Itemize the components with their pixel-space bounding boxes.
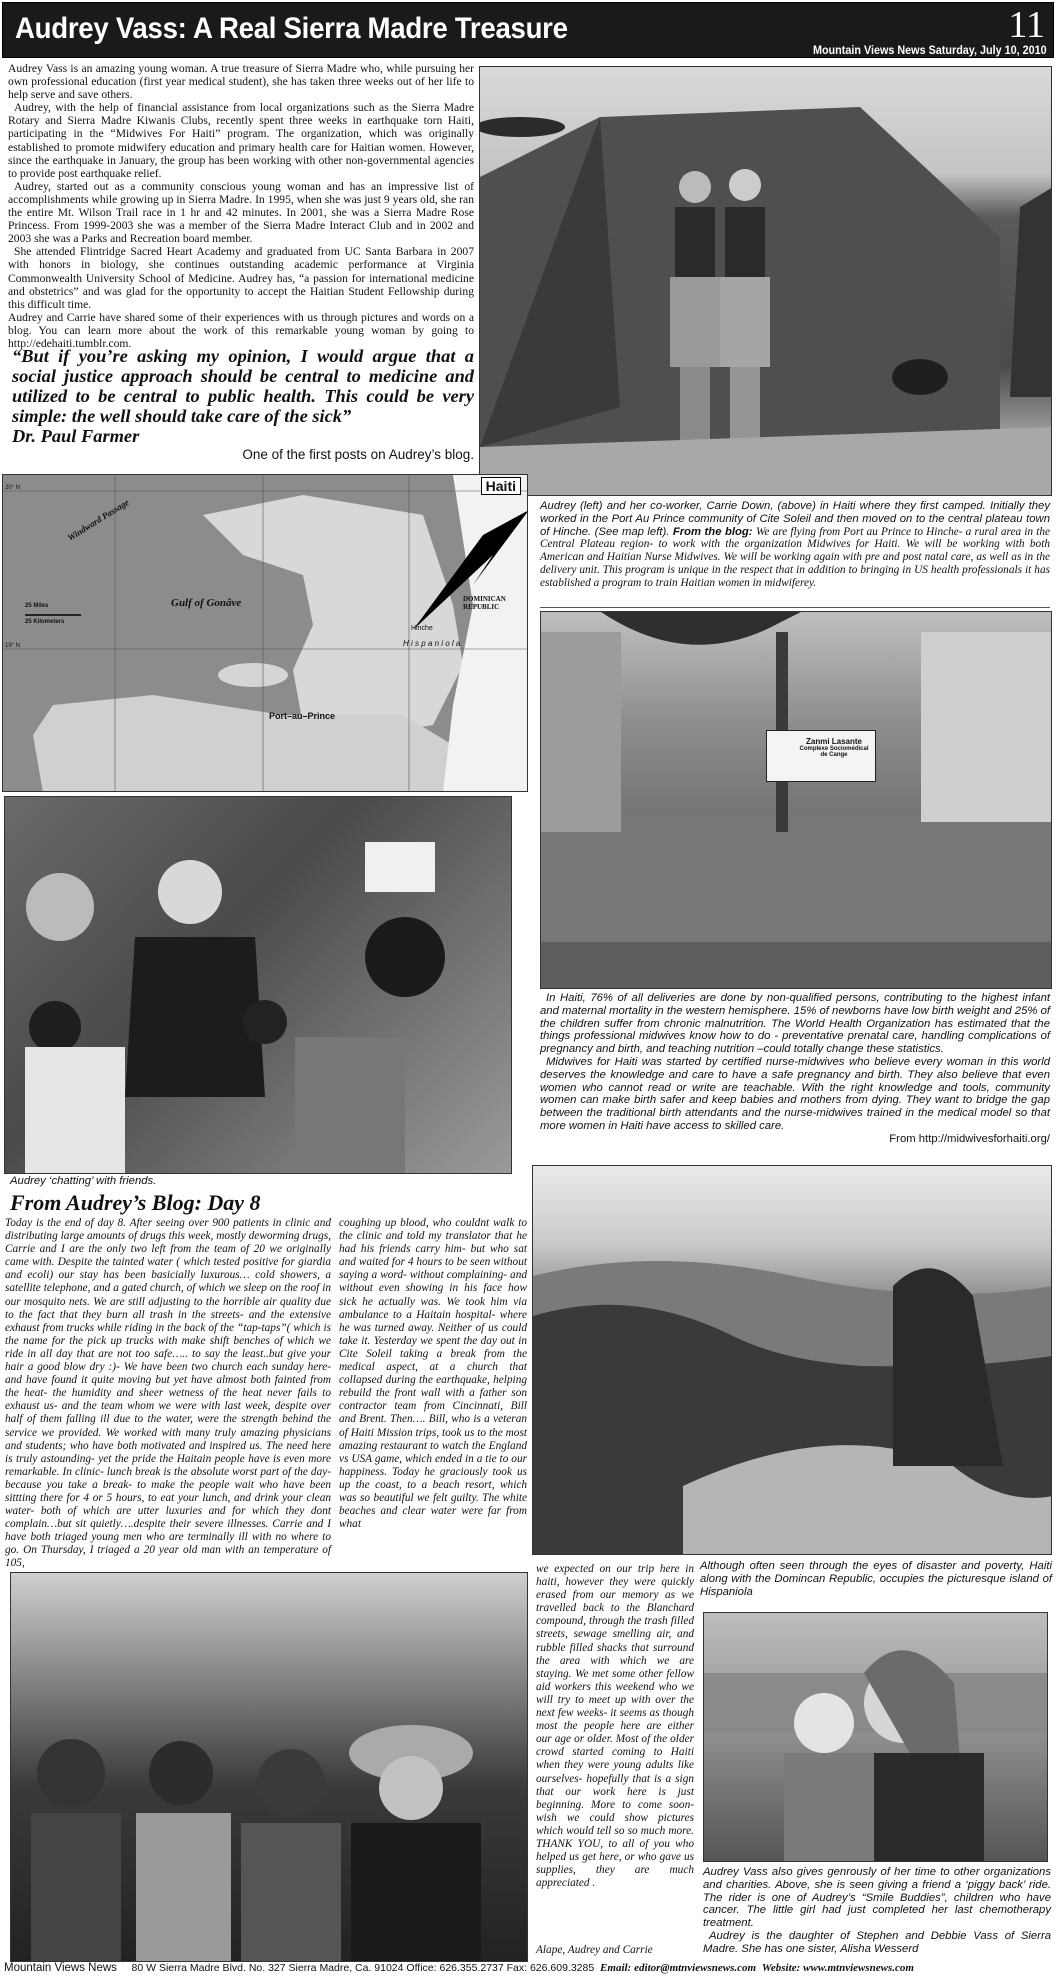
- tent-photo: [479, 66, 1052, 496]
- clinic-caption-source: From http://midwivesforhaiti.org/: [889, 1132, 1050, 1145]
- tent-caption-bold: From the blog:: [672, 525, 753, 538]
- blog-signoff: Alape, Audrey and Carrie: [536, 1944, 653, 1956]
- tent-caption: [540, 500, 1050, 590]
- footer-paper-name: Mountain Views News: [4, 1962, 117, 1974]
- clinic-photo: [540, 611, 1052, 989]
- quote-text: “But if you’re asking my opinion, I would argue that a social justice approach should be central to medicine and utilized to be central to public health. This could be very simple: the well should take care of the sick”: [12, 346, 474, 426]
- page-number: 11: [1008, 4, 1045, 46]
- clinic-caption: [540, 992, 1050, 1146]
- article-title: Audrey Vass: A Real Sierra Madre Treasure: [15, 12, 568, 45]
- footer: [0, 1962, 1056, 1980]
- blog-column-3: we expected on our trip here in haiti, however they were quickly erased from our memory as we travelled back to the Blanchard compound, through the trash filled streets, sewage smelling air, and rubble filled shacks that surround the area with which we are staying. We met some other fellow aid workers this weekend who we will try to meet up with over the next few weeks- it seems as though most the people here are either our age or older. Most of the older crowd started coming to Haiti when they were young adults like ourselves- hopefully that is a sign that our work here is just beginning. More to come soon- wish we could show pictures which would tell so so much more. THANK YOU, to all of you who helped us get here, or who gave us supplies, they are much appreciated .: [536, 1563, 694, 1890]
- dateline: Mountain Views News Saturday, July 10, 2010: [813, 43, 1047, 57]
- map-title: Haiti: [481, 477, 521, 495]
- clinic-sign-line: de Cange: [820, 752, 848, 758]
- footer-address: 80 W Sierra Madre Blvd. No. 327 Sierra Madre, Ca. 91024 Office: 626.355.2737 Fax: 626.609.3285: [131, 1962, 595, 1974]
- piggyback-photo-image: [704, 1613, 1048, 1862]
- intro-paragraph: Audrey Vass is an amazing young woman. A true treasure of Sierra Madre who, while pursuing her own professional education (first year medical student), she has taken three weeks out of her life to help serve and save others.: [8, 62, 474, 102]
- tent-photo-image: [480, 67, 1052, 496]
- piggyback-photo: [703, 1612, 1048, 1862]
- intro-paragraph: She attended Flintridge Sacred Heart Academy and graduated from UC Santa Barbara in 2007 with honors in biology, she continues outstanding academic performance at Virginia Commonwealth University School of Medicine. Audrey has, “a passion for international medicine and obstetrics” and was glad for the opportunity to accept the Haitian Student Fellowship during this difficult time.: [8, 245, 474, 311]
- intro-paragraph: Audrey and Carrie have shared some of their experiences with us through pictures and words on a blog. You can learn more about the work of this remarkable young woman by going to http://edehaiti.tumblr.com.: [8, 310, 474, 350]
- map-label-windward: Windward Passage: [65, 497, 131, 543]
- clinic-sign-line: Complexe Sociomédical: [799, 746, 869, 752]
- map-image: [3, 475, 528, 792]
- tent-caption-blog: We are flying from Port au Prince to Hinche- a rural area in the Central Plateau region- to work with the organization Midwives for Haiti. We will be working with both American and Haitian Nurse Midwives. We will be working again with pre and post natal care, as well as in the delivery unit. This program is unique in the respect that in addition to bringing in US health professionals it has established a program to train Haitian women in midwiferey.: [540, 525, 1051, 589]
- intro-paragraph: Audrey, started out as a community conscious young woman and has an impressive list of accomplishments while growing up in Sierra Madre. In 1995, when she was just 9 years old, she ran the entire Mt. Wilson Trail race in 1 hr and 42 minutes. In 2001, she was a Sierra Madre Rose Princess. From 1999-2003 she was a member of the Sierra Madre Interact Club and in 2002 and 2003 she was a Parks and Recreation board member.: [8, 179, 474, 246]
- clinic-photo-image: [541, 612, 1052, 989]
- landscape-photo: [532, 1165, 1052, 1555]
- intro-paragraph: Audrey, with the help of financial assistance from local organizations such as the Sierra Madre Rotary and Sierra Madre Kiwanis Clubs, recently spent three weeks in earthquake torn Haiti, participating in the “Midwives For Haiti” program. The organization, which was originally established to promote midwifery education and primary health care for Haitian women. However, since the earthquake in January, the group has been working with other non-governmental agencies to provide post earthquake relief.: [8, 101, 474, 180]
- piggyback-caption: [703, 1866, 1051, 1956]
- chatting-photo-image: [5, 797, 512, 1174]
- map-scale-km: 25 Kilometers: [25, 619, 65, 625]
- map-lat-20: 20° N: [5, 485, 21, 491]
- clinic-sign: [766, 730, 876, 782]
- haiti-map: [2, 474, 528, 792]
- intro-text: [8, 62, 474, 350]
- map-label-hinche: Hinche: [411, 625, 433, 632]
- pull-quote: [12, 346, 474, 446]
- quote-source: One of the first posts on Audrey’s blog.: [242, 447, 474, 462]
- masthead: [2, 2, 1054, 58]
- blog-column-1: Today is the end of day 8. After seeing over 900 patients in clinic and distributing large amounts of drugs this week, mostly deworming drugs, Carrie and I are the only two left from the team of 20 we originally came with. Despite the tainted water ( which tested positive for giardia and ecoli) our stay has been basicially luxurous… cold showers, a satellite telephone, and a gated church, of which we sleep on the roof in our mosquito nets. We are still adjusting to the horrible air quality due to the fact that they burn all trash in the streets- and the extensive exhaust from trucks while riding in the back of the “tap-taps”( which is the name for the pick up trucks with make shift benches of which we ride in all day that are not too safe….. to say the least..but give your hair a good blow dry :)- We have been two church each sunday here- and have found it quite moving but yet have almost both fainted from the heat- the humidity and sheer wetness of the heat never fails to exhaust us- and the team whom we were with last week, despite over half of them falling ill due to the water, were the strength behind the service we provided. We worked with many truly amazing physicians and students; who have both motivated and inspired us. The need here is truly astounding- yet the pride the Haitain people have is even more remarkable. In clinic- lunch break is the absolute worst part of the day- because you take a break- to make the people wait who have been sittting there for 4 or 5 hours, to eat your lunch, and drink your clean water- both of which are utter luxuries and for which they dont complain…but sit quietly….despite their severe illnesses. Carrie and I have both triaged young men who are terminally ill with no where to go. On Thursday, I triaged a 20 year old man with an temperature of 105,: [5, 1217, 331, 1570]
- landscape-caption: Although often seen through the eyes of disaster and poverty, Haiti along with the Domincan Republic, occupies the picturesque island of Hispaniola: [700, 1560, 1052, 1598]
- tent-caption-lead: Audrey (left) and her co-worker, Carrie Down, (above) in Haiti where they first camped. Initially they worked in the Port Au Prince community of Cite Soleil and then moved on to the central plateau town of Hinche. (See map left).: [540, 500, 1050, 538]
- footer-website[interactable]: www.mtnviewsnews.com: [803, 1962, 914, 1974]
- piggyback-caption-p2: Audrey is the daughter of Stephen and Debbie Vass of Sierra Madre. She has one sister, Alisha Wesserd: [703, 1929, 1051, 1955]
- map-lat-19: 19° N: [5, 643, 21, 649]
- blog-column-2: coughing up blood, who couldnt walk to the clinic and told my translator that he had his friends carry him- but who sat and waited for 4 hours to be seen without saying a word- without complaining- and without even showing in his face how sick he actually was. We took him via ambulance to a Haitain hospital- where he was turned away. Neither of us could take it. Yesterday we spent the day out in Cite Soleil taking a break from the medical aspect, at a church that collapsed during the earthquake, helping rebuild the front wall with a father son contractor team from Cincinnati, Bill and Brent. Then…. Bill, who is a veteran of Haiti Mission trips, took us to the most amazing restaurant to watch the England vs USA game, which ended in a tie to our happiness. Today he graciously took us up the coast, to a beach resort, which was so beautiful we felt guilty. The white beaches and clear water were far from what: [339, 1217, 527, 1531]
- map-label-port: Port–au–Prince: [269, 711, 336, 721]
- group-photo-image: [11, 1573, 528, 1962]
- map-scale-miles: 25 Miles: [25, 603, 49, 609]
- clinic-caption-p2: Midwives for Haiti was started by certified nurse-midwives who believe every woman in this world deserves the knowledge and care to have a safe pregnancy and birth. They also believe that even women who cannot read or write are teachable. With the right knowledge and tools, community women can make birth safer and keep babies and mothers from dying. They want to bridge the gap between the traditional birth attendants and the nurse-midwives trained in the medical model so that more women in Haiti have access to skilled care.: [540, 1055, 1050, 1132]
- divider: [540, 607, 1050, 608]
- map-label-gulf: Gulf of Gonâve: [171, 597, 242, 609]
- landscape-photo-image: [533, 1166, 1052, 1555]
- clinic-caption-p1: In Haiti, 76% of all deliveries are done by non-qualified persons, contributing to the highest infant and maternal mortality in the western hemisphere. 15% of newborns have low birth weight and 25% of the children suffer from chronic malnutrition. The World Health Organization has estimated that the things professional midwives know how to do - preventative prenatal care, handling complications of pregnancy and birth, and teaching nutrition –could totally change these statistics.: [540, 992, 1050, 1056]
- footer-website-label: Website:: [761, 1962, 801, 1974]
- footer-email[interactable]: editor@mtnviewsnews.com: [634, 1962, 757, 1974]
- blog-heading: From Audrey’s Blog: Day 8: [10, 1190, 261, 1215]
- clinic-sign-line: Zanmi Lasante: [805, 737, 862, 746]
- chatting-photo: [4, 796, 512, 1174]
- quote-author: Dr. Paul Farmer: [12, 426, 140, 446]
- map-label-hispaniola: H i s p a n i o l a: [403, 639, 461, 648]
- map-label-dominican: DOMINICAN REPUBLIC: [463, 595, 506, 611]
- footer-email-label: Email:: [600, 1962, 632, 1974]
- chatting-caption: Audrey ‘chatting’ with friends.: [10, 1175, 157, 1187]
- piggyback-caption-p1: Audrey Vass also gives genrously of her time to other organizations and charities. Above, she is seen giving a friend a ‘piggy back’ ride. The rider is one of Audrey’s “Smile Buddies”, children who have cancer. The little girl had just completed her last chemotherapy treatment.: [703, 1866, 1051, 1930]
- group-photo: [10, 1572, 528, 1962]
